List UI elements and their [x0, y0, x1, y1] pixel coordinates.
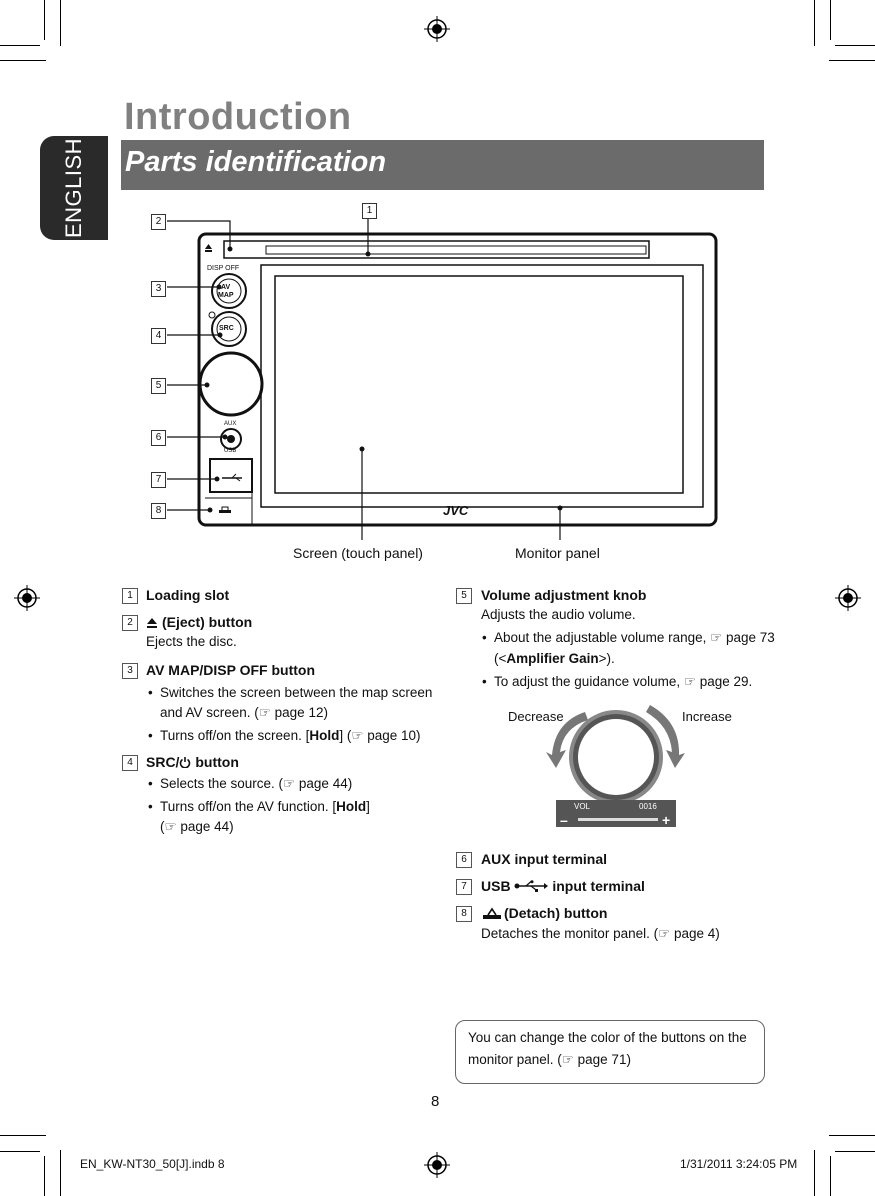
crop-mark [0, 1151, 40, 1152]
footer-filename: EN_KW-NT30_50[J].indb 8 [80, 1157, 225, 1171]
item-bullet-cont: and AV screen. (☞ page 12) [160, 705, 328, 720]
brand-logo: JVC [443, 503, 469, 518]
section-header [121, 140, 764, 190]
crop-mark [830, 1156, 831, 1196]
item-number: 4 [122, 755, 138, 771]
callout-2: 2 [151, 214, 166, 230]
item-title: SRC/ button [146, 754, 239, 770]
item-bullet: To adjust the guidance volume, ☞ page 29. [494, 674, 753, 689]
crop-mark [44, 0, 45, 40]
aux-label: AUX [224, 421, 237, 427]
crop-mark [814, 0, 815, 46]
bullet-dot: • [148, 728, 153, 743]
callout-5: 5 [151, 378, 166, 394]
item-title: (Detach) button [504, 905, 608, 921]
callout-7: 7 [151, 472, 166, 488]
crop-mark [829, 60, 875, 61]
power-icon [179, 756, 191, 768]
screen-caption: Screen (touch panel) [293, 545, 423, 561]
item-bullet: Selects the source. (☞ page 44) [160, 776, 353, 791]
bullet-dot: • [148, 776, 153, 791]
callout-8: 8 [151, 503, 166, 519]
disp-off-label: DISP OFF [207, 265, 240, 272]
detach-icon [482, 906, 502, 920]
item-bullet: About the adjustable volume range, ☞ page 73 [494, 630, 775, 645]
crop-mark [60, 1150, 61, 1196]
item-number: 3 [122, 663, 138, 679]
callout-4: 4 [151, 328, 166, 344]
item-description: Ejects the disc. [146, 634, 237, 649]
crop-mark [60, 0, 61, 46]
item-bullet: Turns off/on the screen. [Hold] (☞ page 10) [160, 728, 421, 743]
note-line: You can change the color of the buttons on the [468, 1030, 747, 1045]
crop-mark [830, 0, 831, 40]
note-box [455, 1020, 765, 1084]
item-description: Adjusts the audio volume. [481, 607, 636, 622]
crop-mark [0, 1135, 46, 1136]
bullet-dot: • [148, 799, 153, 814]
monitor-caption: Monitor panel [515, 545, 600, 561]
vol-value: 0016 [639, 802, 657, 811]
page-number: 8 [431, 1093, 440, 1110]
usb-icon [514, 880, 548, 892]
item-number: 8 [456, 906, 472, 922]
vol-label: VOL [574, 802, 591, 811]
item-bullet-cont: (<Amplifier Gain>). [494, 651, 615, 666]
callout-1: 1 [362, 203, 377, 219]
src-button-label: SRC [219, 325, 234, 332]
item-number: 6 [456, 852, 472, 868]
registration-mark-icon [424, 1152, 450, 1178]
item-description: Detaches the monitor panel. (☞ page 4) [481, 926, 720, 941]
crop-mark [0, 60, 46, 61]
note-line: monitor panel. (☞ page 71) [468, 1052, 631, 1067]
item-number: 1 [122, 588, 138, 604]
item-number: 7 [456, 879, 472, 895]
increase-label: Increase [682, 709, 732, 724]
page-title: Introduction [124, 96, 352, 138]
registration-mark-icon [14, 585, 40, 611]
item-title: (Eject) button [162, 614, 253, 630]
vol-minus: – [560, 812, 568, 828]
decrease-label: Decrease [508, 709, 564, 724]
language-tab [40, 136, 108, 240]
item-number: 2 [122, 615, 138, 631]
av-button-label: AV [221, 284, 231, 291]
section-title: Parts identification [125, 146, 387, 178]
item-title: AUX input terminal [481, 851, 608, 867]
registration-mark-icon [835, 585, 861, 611]
bullet-dot: • [148, 685, 153, 700]
crop-mark [835, 45, 875, 46]
crop-mark [814, 1150, 815, 1196]
item-title: USB input terminal [481, 878, 645, 894]
footer-timestamp: 1/31/2011 3:24:05 PM [680, 1157, 798, 1171]
crop-mark [829, 1135, 875, 1136]
item-bullet: Switches the screen between the map screen [160, 685, 433, 700]
language-label: ENGLISH [61, 137, 86, 239]
device-illustration [140, 195, 740, 565]
item-title: Loading slot [146, 587, 230, 603]
bullet-dot: • [482, 674, 487, 689]
item-title: Volume adjustment knob [481, 587, 647, 603]
callout-3: 3 [151, 281, 166, 297]
crop-mark [0, 45, 40, 46]
item-bullet-cont: (☞ page 44) [160, 819, 234, 834]
callout-6: 6 [151, 430, 166, 446]
item-title: AV MAP/DISP OFF button [146, 662, 316, 678]
crop-mark [44, 1156, 45, 1196]
eject-icon [146, 617, 158, 629]
item-bullet: Turns off/on the AV function. [Hold] [160, 799, 370, 814]
vol-plus: + [662, 812, 671, 828]
usb-label: USB [224, 448, 237, 454]
map-button-label: MAP [218, 292, 234, 299]
registration-mark-icon [424, 16, 450, 42]
item-number: 5 [456, 588, 472, 604]
bullet-dot: • [482, 630, 487, 645]
crop-mark [835, 1151, 875, 1152]
